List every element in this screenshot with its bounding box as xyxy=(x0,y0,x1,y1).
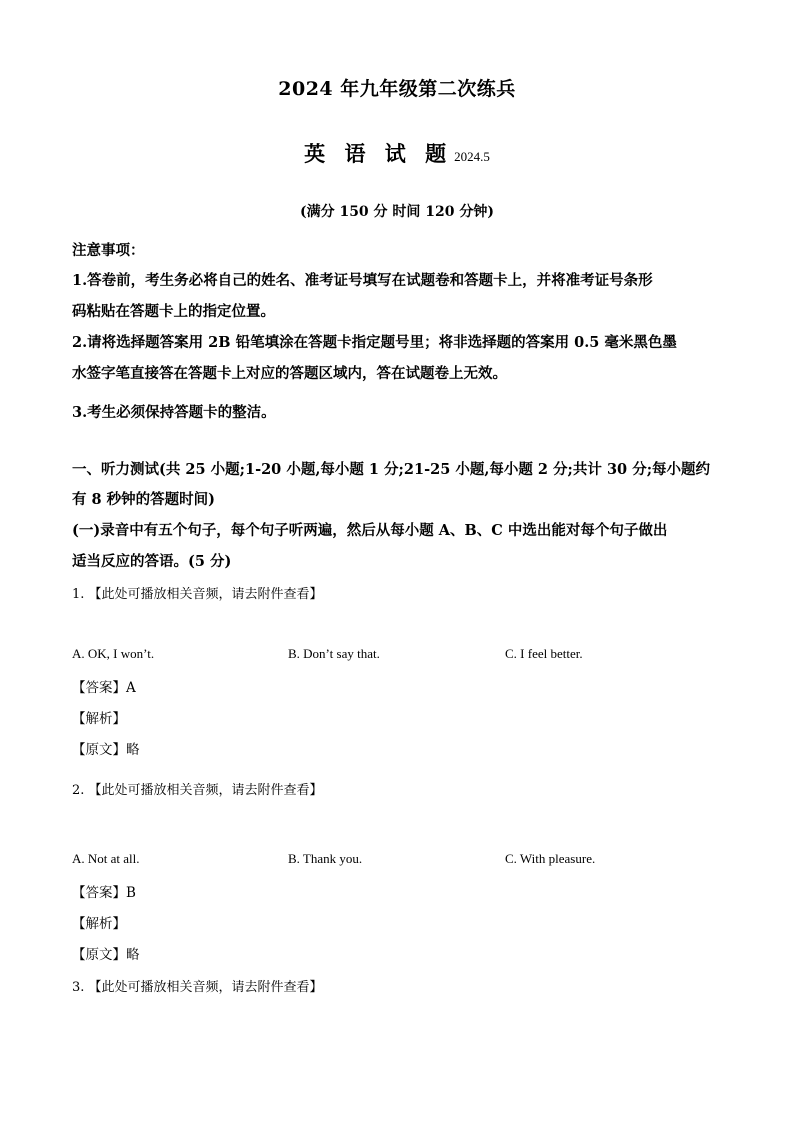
question-1-option-b: B. Don’t say that. xyxy=(288,646,380,661)
section-1-heading-line-2: 有 8 秒钟的答题时间) xyxy=(72,491,216,508)
part-1-instruction-line-1: (一)录音中有五个句子，每个句子听两遍，然后从每小题 A、B、C 中选出能对每个句子做出 xyxy=(72,522,668,539)
question-2-analysis: 【解析】 xyxy=(72,916,126,932)
section-1-heading-line-1: 一、听力测试(共 25 小题;1-20 小题,每小题 1 分;21-25 小题,每小题 2 分;共计 30 分;每小题约 xyxy=(72,461,711,478)
notice-item-3: 3.考生必须保持答题卡的整洁。 xyxy=(72,404,276,421)
question-2-original-text: 【原文】略 xyxy=(72,947,140,963)
question-1-answer: 【答案】A xyxy=(72,680,136,696)
exam-subject-title xyxy=(0,138,794,168)
subject-label: 英 语 试 题 xyxy=(304,141,453,166)
question-2-option-a: A. Not at all. xyxy=(72,851,140,866)
question-2-option-b: B. Thank you. xyxy=(288,851,363,866)
question-1-option-a: A. OK, I won’t. xyxy=(72,646,155,661)
part-1-instruction-line-2: 适当反应的答语。(5 分) xyxy=(72,553,232,570)
notice-item-1-line-2: 码粘贴在答题卡上的指定位置。 xyxy=(72,303,275,320)
question-1-original-text: 【原文】略 xyxy=(72,742,140,758)
question-3-prompt: 3. 【此处可播放相关音频，请去附件查看】 xyxy=(72,980,323,995)
question-1-prompt: 1. 【此处可播放相关音频，请去附件查看】 xyxy=(72,587,323,602)
exam-title: 2024 年九年级第二次练兵 xyxy=(278,78,516,100)
notice-item-2-line-2: 水签字笔直接答在答题卡上对应的答题区域内，答在试题卷上无效。 xyxy=(72,365,507,382)
question-2-option-c: C. With pleasure. xyxy=(505,851,596,866)
question-2-prompt: 2. 【此处可播放相关音频，请去附件查看】 xyxy=(72,783,323,798)
exam-date: 2024.5 xyxy=(454,149,490,164)
score-time-info: (满分 150 分 时间 120 分钟) xyxy=(299,204,495,220)
notice-heading: 注意事项： xyxy=(72,242,145,259)
notice-item-2-line-1: 2.请将选择题答案用 2B 铅笔填涂在答题卡指定题号里；将非选择题的答案用 0.5 毫米黑色墨 xyxy=(72,334,677,351)
notice-item-1-line-1: 1.答卷前，考生务必将自己的姓名、准考证号填写在试题卷和答题卡上，并将准考证号条形 xyxy=(72,272,653,289)
question-2-answer: 【答案】B xyxy=(72,885,136,901)
question-1-option-c: C. I feel better. xyxy=(505,646,583,661)
question-1-analysis: 【解析】 xyxy=(72,711,126,727)
